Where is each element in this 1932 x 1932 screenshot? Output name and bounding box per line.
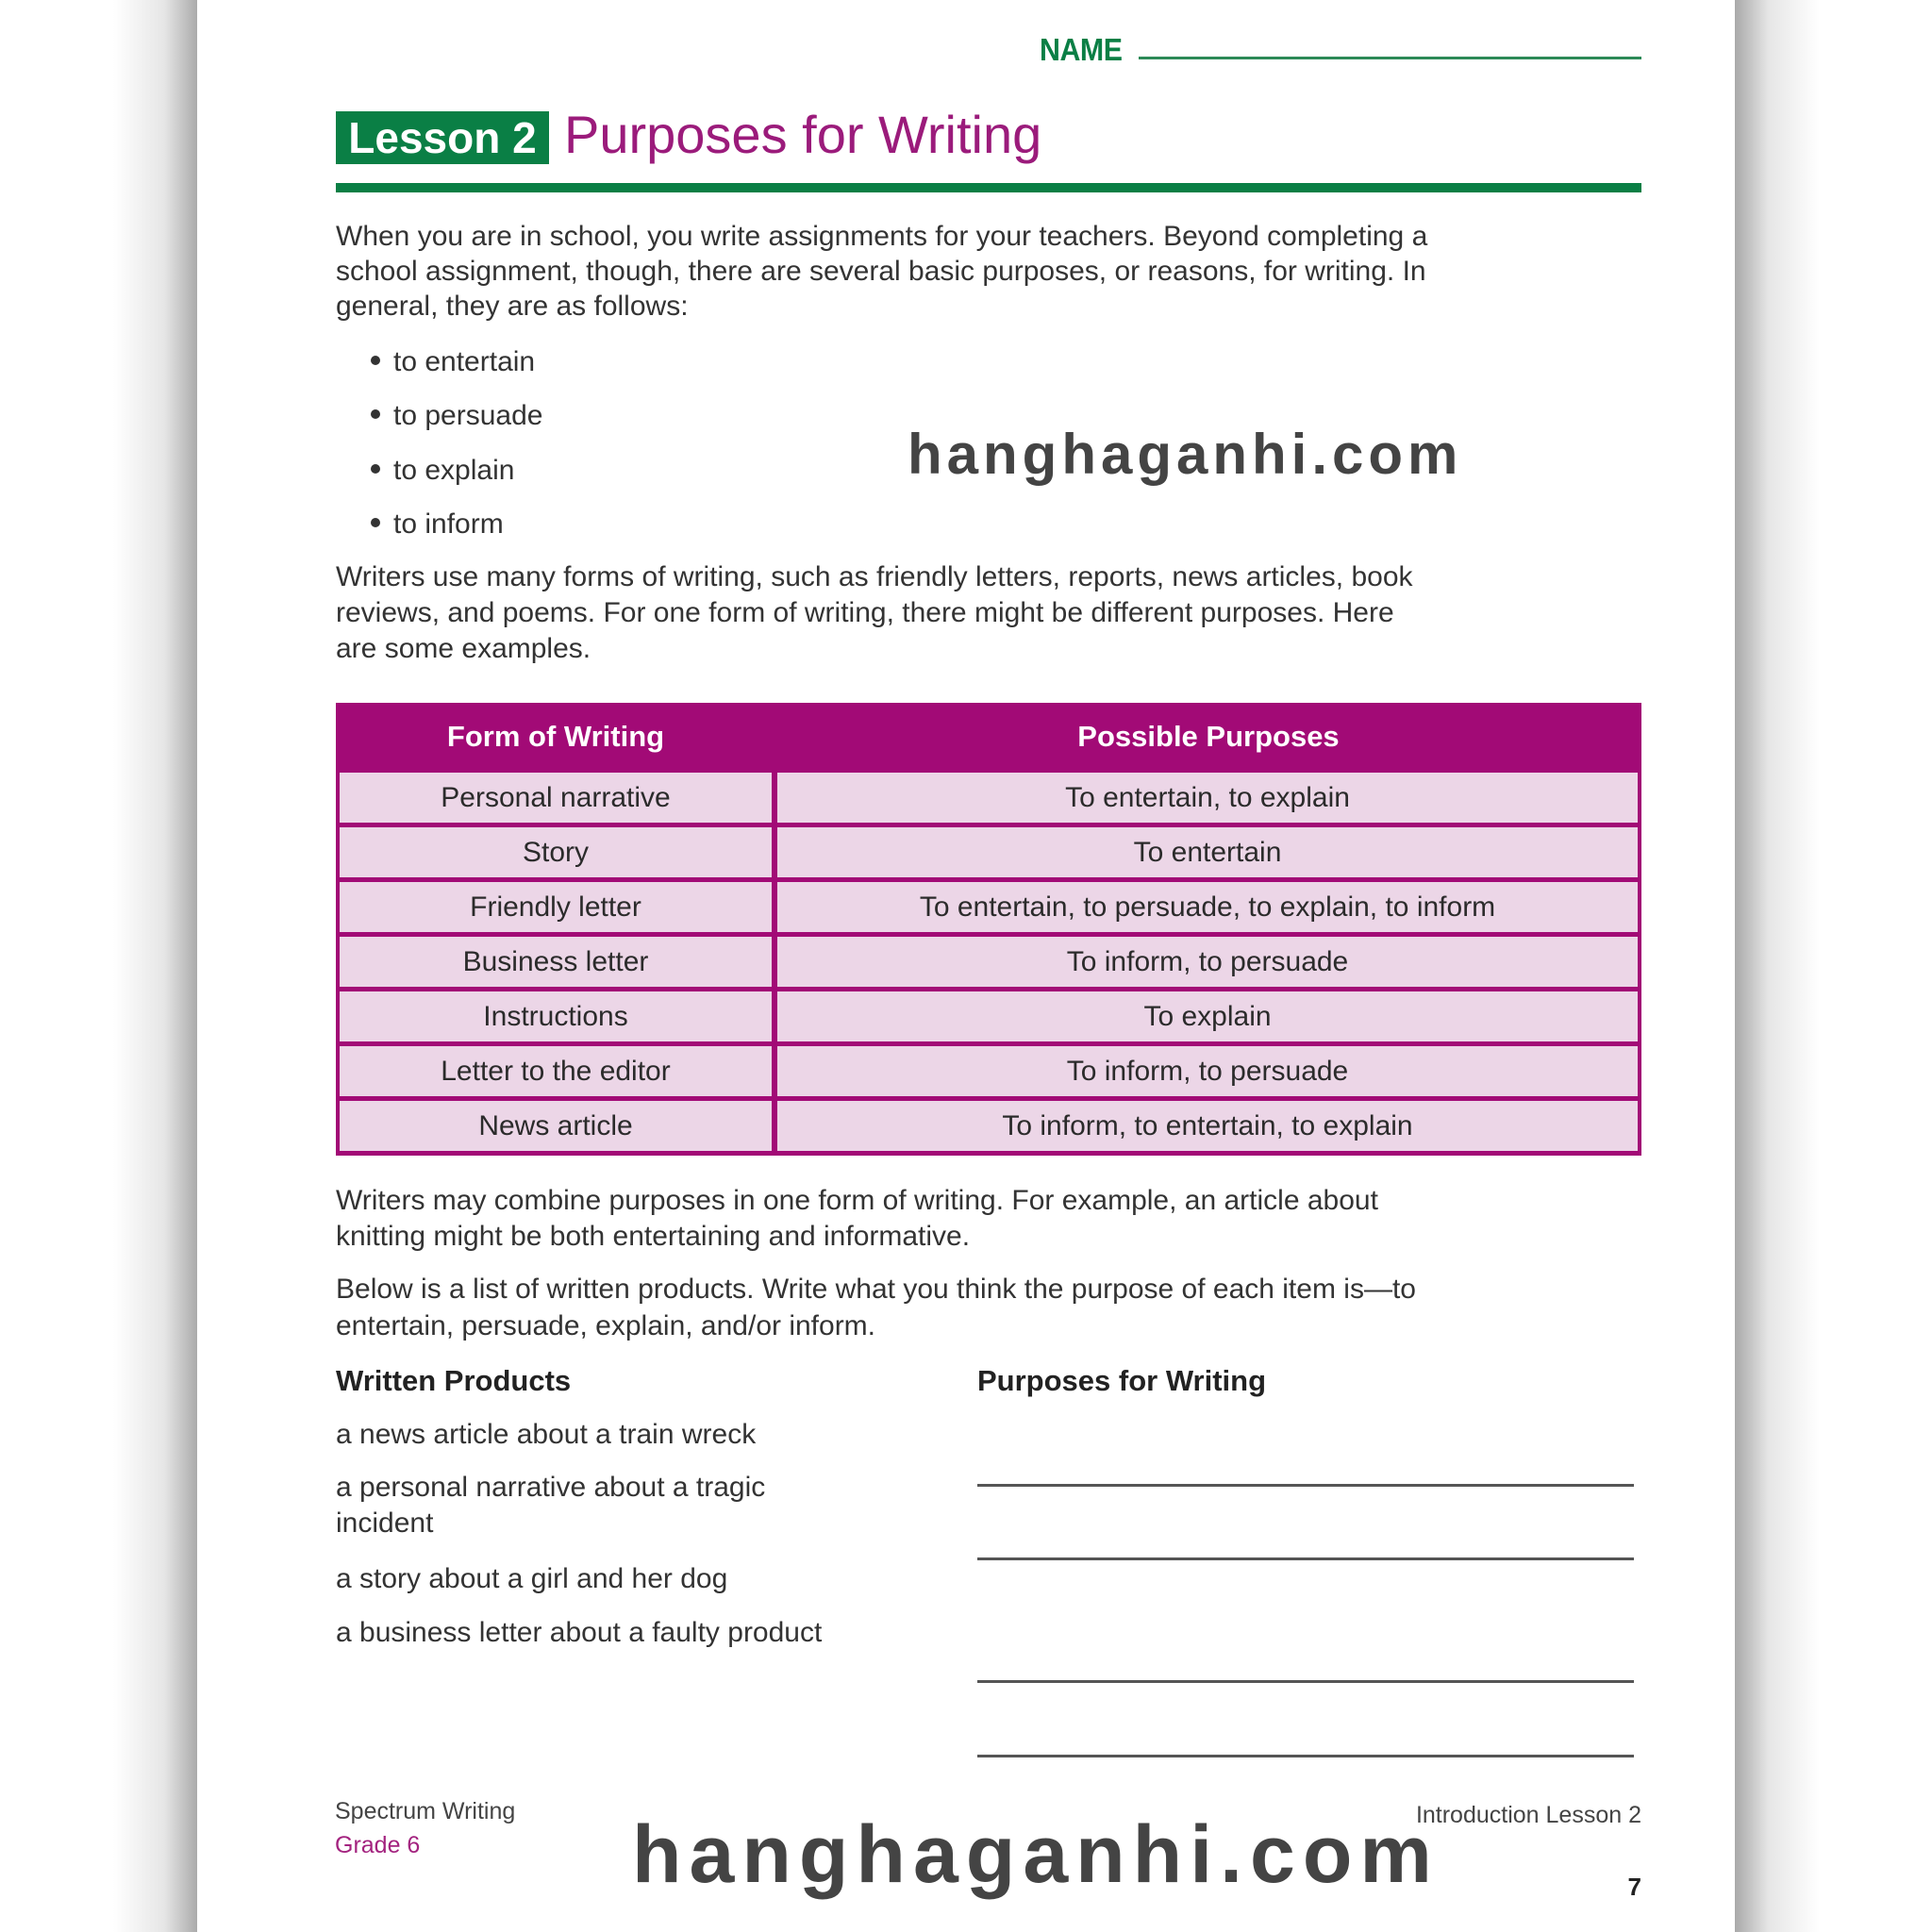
table-row bbox=[340, 937, 1638, 987]
combine-line: Writers may combine purposes in one form of writing. For example, an article about bbox=[336, 1185, 1378, 1216]
table-header bbox=[336, 703, 1641, 769]
table-row bbox=[340, 827, 1638, 877]
bullet-item bbox=[371, 400, 542, 432]
footer-book-title: Spectrum Writing bbox=[335, 1798, 516, 1824]
answer-line[interactable] bbox=[977, 1680, 1634, 1683]
table-row bbox=[340, 1101, 1638, 1151]
lesson-title: Purposes for Writing bbox=[564, 105, 1042, 164]
bullet-icon bbox=[371, 356, 380, 365]
table-row bbox=[340, 773, 1638, 823]
watermark-bottom: hanghaganhi.com bbox=[632, 1809, 1440, 1900]
footer-grade: Grade 6 bbox=[335, 1832, 421, 1858]
instructions-line: entertain, persuade, explain, and/or inform. bbox=[336, 1310, 876, 1341]
bullet-item bbox=[371, 455, 514, 487]
instructions-line: Below is a list of written products. Write what you think the purpose of each item is—to bbox=[336, 1274, 1416, 1305]
item-text: incident bbox=[336, 1507, 434, 1539]
bullet-icon bbox=[371, 464, 380, 474]
cell-purposes: To entertain, to explain bbox=[777, 773, 1638, 823]
bullet-item bbox=[371, 508, 504, 541]
cell-purposes: To explain bbox=[777, 991, 1638, 1041]
cell-form: Instructions bbox=[340, 991, 772, 1041]
cell-form: Story bbox=[340, 827, 772, 877]
written-products-heading: Written Products bbox=[336, 1364, 572, 1397]
cell-purposes: To inform, to persuade bbox=[777, 1046, 1638, 1096]
intro-line: When you are in school, you write assignments for your teachers. Beyond completing a bbox=[336, 221, 1428, 252]
bullet-text: to inform bbox=[393, 508, 504, 540]
item-text: a news article about a train wreck bbox=[336, 1419, 757, 1450]
name-label: NAME bbox=[1040, 32, 1123, 67]
cell-form: News article bbox=[340, 1101, 772, 1151]
name-input-line[interactable] bbox=[1139, 57, 1641, 59]
purposes-table bbox=[336, 703, 1641, 1156]
item-text: a business letter about a faulty product bbox=[336, 1617, 823, 1648]
table-row bbox=[340, 991, 1638, 1041]
bullet-text: to explain bbox=[393, 455, 515, 486]
page-number: 7 bbox=[1627, 1873, 1641, 1901]
header-form-of-writing: Form of Writing bbox=[446, 720, 665, 753]
bullet-icon bbox=[371, 518, 380, 527]
answer-line[interactable] bbox=[977, 1557, 1634, 1560]
cell-purposes: To entertain, to persuade, to explain, to inform bbox=[777, 882, 1638, 932]
bullet-text: to persuade bbox=[393, 400, 543, 431]
cell-form: Letter to the editor bbox=[340, 1046, 772, 1096]
combine-line: knitting might be both entertaining and informative. bbox=[336, 1221, 971, 1252]
watermark-top: hanghaganhi.com bbox=[908, 423, 1463, 486]
page-shadow-right bbox=[1735, 0, 1820, 1932]
title-rule bbox=[336, 183, 1641, 192]
forms-line: are some examples. bbox=[336, 633, 591, 664]
item-text: a personal narrative about a tragic bbox=[336, 1472, 766, 1503]
cell-purposes: To inform, to entertain, to explain bbox=[777, 1101, 1638, 1151]
forms-line: reviews, and poems. For one form of writing, there might be different purposes. Here bbox=[336, 597, 1394, 628]
purposes-heading: Purposes for Writing bbox=[977, 1364, 1267, 1397]
intro-line: school assignment, though, there are several basic purposes, or reasons, for writing. In bbox=[336, 256, 1426, 287]
table-row bbox=[340, 882, 1638, 932]
answer-line[interactable] bbox=[977, 1755, 1634, 1757]
lesson-badge: Lesson 2 bbox=[336, 111, 549, 164]
header-possible-purposes: Possible Purposes bbox=[1077, 720, 1340, 753]
forms-line: Writers use many forms of writing, such as friendly letters, reports, news articles, book bbox=[336, 561, 1413, 592]
item-text: a story about a girl and her dog bbox=[336, 1563, 728, 1594]
cell-form: Friendly letter bbox=[340, 882, 772, 932]
bullet-icon bbox=[371, 409, 380, 419]
intro-line: general, they are as follows: bbox=[336, 291, 689, 322]
footer-section: Introduction Lesson 2 bbox=[1415, 1802, 1641, 1828]
bullet-text: to entertain bbox=[393, 346, 536, 377]
cell-form: Business letter bbox=[340, 937, 772, 987]
cell-form: Personal narrative bbox=[340, 773, 772, 823]
table-row bbox=[340, 1046, 1638, 1096]
page-shadow-left bbox=[113, 0, 198, 1932]
bullet-item bbox=[371, 346, 535, 378]
cell-purposes: To inform, to persuade bbox=[777, 937, 1638, 987]
cell-purposes: To entertain bbox=[777, 827, 1638, 877]
answer-line[interactable] bbox=[977, 1484, 1634, 1487]
